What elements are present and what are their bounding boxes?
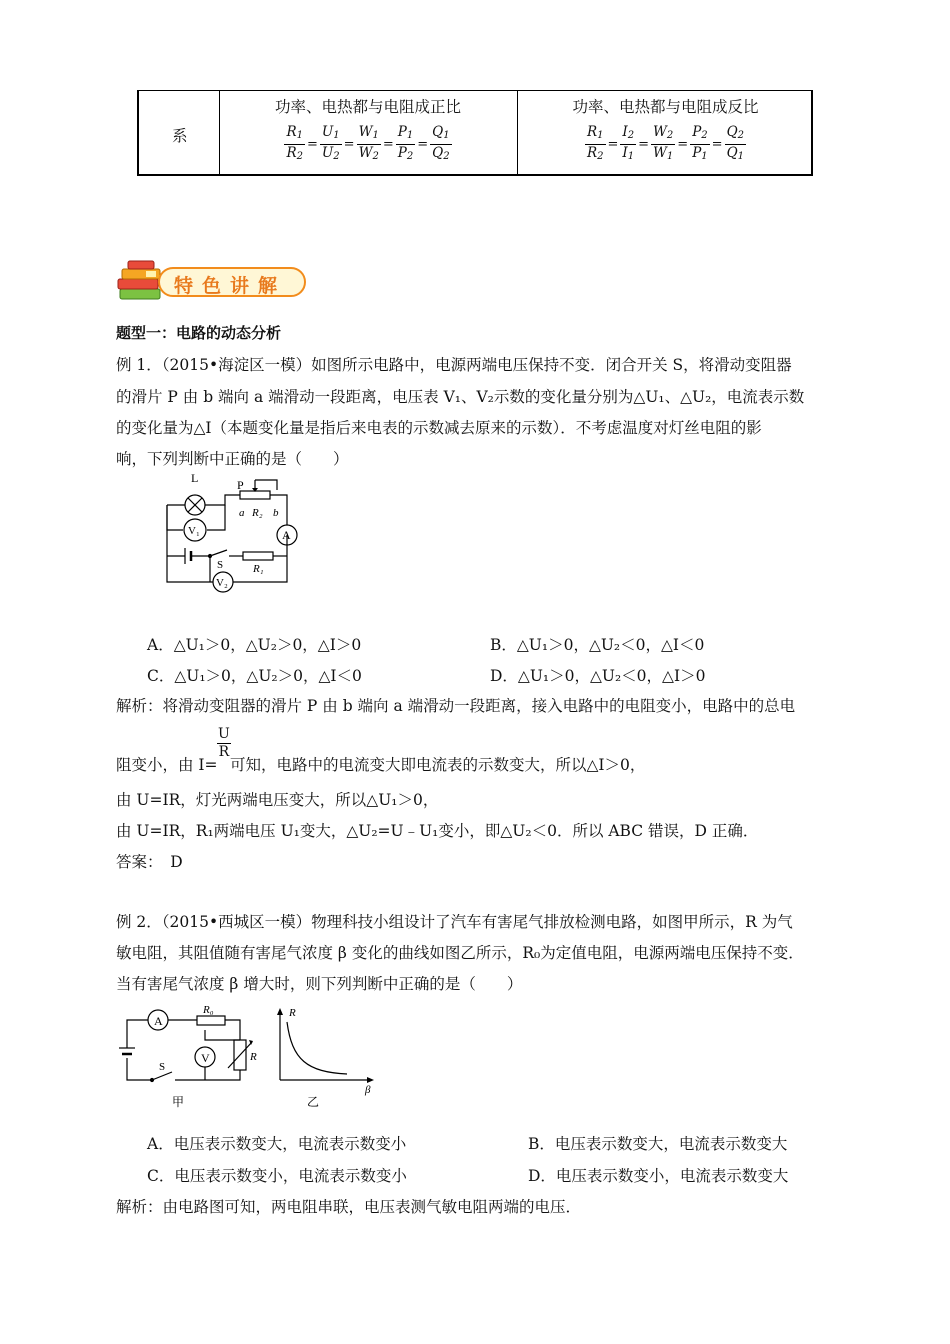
equals-sign: =	[677, 137, 689, 152]
table-row-label-cell	[139, 91, 220, 174]
gas-resistor-label: R	[250, 1051, 257, 1063]
ratio-numerator: $Q_1$	[430, 124, 451, 145]
ratio-denominator: $I_1$	[622, 145, 635, 162]
equals-sign: =	[417, 137, 429, 152]
ratio-denominator: $R_2$	[586, 145, 604, 162]
r0-label: R₀	[203, 1004, 214, 1016]
ratio-fraction	[320, 124, 342, 165]
series-cell	[219, 91, 518, 174]
example1-line-1: 例 1．（2015•海淀区一模）如图所示电路中，电源两端电压保持不变．闭合开关 S，将滑动变阻器	[116, 356, 792, 374]
example1-analysis-2a: 阻变小，由 I=	[116, 756, 218, 774]
section-title: 题型一：电路的动态分析	[116, 324, 282, 342]
series-caption: 功率、电热都与电阻成正比	[274, 98, 461, 116]
ratio-fraction	[585, 124, 606, 165]
example1-line-4: 响，下列判断中正确的是（ ）	[116, 450, 349, 468]
equals-sign: =	[607, 137, 619, 152]
ratio-fraction	[430, 124, 451, 165]
example2-option-d: D．电压表示数变小，电流表示数变大	[528, 1167, 789, 1185]
ratio-numerator: $P_2$	[690, 124, 709, 145]
ratio-fraction	[690, 124, 709, 165]
series-formula	[219, 124, 517, 165]
slider-label: P	[237, 478, 244, 492]
example1-analysis-2b: 可知，电路中的电流变大即电流表的示数变大，所以△I＞0，	[230, 756, 646, 774]
ratio-denominator: $U_2$	[321, 145, 340, 162]
parallel-formula	[518, 124, 813, 165]
example1-option-c: C．△U₁＞0，△U₂＞0，△I＜0	[147, 667, 362, 685]
example2-analysis: 解析：由电路图可知，两电阻串联，电压表测气敏电阻两端的电压．	[116, 1198, 582, 1216]
terminal-b-label: b	[273, 507, 279, 519]
r1-label: R₁	[253, 563, 264, 575]
example1-option-a: A．△U₁＞0，△U₂＞0，△I＞0	[147, 636, 362, 654]
graph-y-axis-label: R	[289, 1007, 296, 1019]
ratio-numerator: $P_1$	[396, 124, 415, 145]
example2-line-1: 例 2．（2015•西城区一模）物理科技小组设计了汽车有害尾气排放检测电路，如图甲所示，R 为气	[116, 913, 793, 931]
ratio-denominator: $R_2$	[286, 145, 303, 162]
ratio-fraction	[725, 124, 746, 165]
comparison-table	[137, 90, 813, 176]
example1-option-b: B．△U₁＞0，△U₂＜0，△I＜0	[490, 636, 705, 654]
graph-x-axis-label: β	[365, 1084, 371, 1096]
voltmeter-v1-label: V₁	[188, 525, 200, 537]
example1-analysis-4: 由 U=IR，R₁两端电压 U₁变大，△U₂=U﹣U₁变小，即△U₂＜0．所以 ABC 错误，D 正确．	[116, 822, 759, 840]
ratio-fraction	[396, 124, 415, 165]
circuit-diagram-2	[112, 1000, 382, 1115]
ratio-denominator: $W_2$	[358, 145, 379, 162]
table-row-label: 系	[172, 127, 188, 145]
example1-line-2: 的滑片 P 由 b 端向 a 端滑动一段距离，电压表 V₁、V₂示数的变化量分别为△U₁、△U₂，电流表示数	[116, 388, 805, 406]
ratio-denominator: $Q_2$	[432, 145, 450, 162]
ammeter-label: A	[154, 1014, 163, 1028]
example2-line-2: 敏电阻，其阻值随有害尾气浓度 β 变化的曲线如图乙所示，R₀为定值电阻，电源两端电压保持不变．	[116, 944, 804, 962]
example1-line-3: 的变化量为△I（本题变化量是指后来电表的示数减去原来的示数）．不考虑温度对灯丝电阻的影	[116, 419, 762, 437]
banner-title: 特色讲解	[174, 275, 287, 297]
example1-analysis-1: 解析：将滑动变阻器的滑片 P 由 b 端向 a 端滑动一段距离，接入电路中的电阻变小，电路中的总电	[116, 697, 796, 715]
fraction-numerator: U	[218, 726, 230, 742]
example2-option-c: C．电压表示数变小，电流表示数变小	[147, 1167, 407, 1185]
example2-line-3: 当有害尾气浓度 β 增大时，则下列判断中正确的是（ ）	[116, 975, 523, 993]
ratio-fraction	[651, 124, 675, 165]
ratio-denominator: $P_1$	[692, 145, 708, 162]
example1-option-d: D．△U₁＞0，△U₂＜0，△I＞0	[490, 667, 706, 685]
example1-analysis-3: 由 U=IR，灯光两端电压变大，所以△U₁＞0，	[116, 791, 439, 809]
fraction-denominator: R	[218, 744, 230, 760]
equals-sign: =	[306, 137, 318, 152]
ratio-numerator: $W_1$	[357, 124, 381, 145]
ratio-numerator: $R_1$	[585, 124, 606, 145]
figure-jia-label: 甲	[172, 1095, 185, 1109]
ratio-numerator: $I_2$	[620, 124, 636, 145]
ammeter-label: A	[282, 528, 291, 542]
example2-option-b: B．电压表示数变大，电流表示数变大	[528, 1135, 788, 1153]
ratio-numerator: $Q_2$	[725, 124, 746, 145]
lamp-label: L	[191, 471, 199, 485]
terminal-a-label: a	[239, 507, 245, 519]
ratio-denominator: $P_2$	[397, 145, 414, 162]
voltmeter-v2-label: V₂	[216, 577, 228, 589]
example1-answer: 答案： D	[116, 853, 183, 871]
figure-yi-label: 乙	[307, 1095, 320, 1109]
parallel-caption: 功率、电热都与电阻成反比	[572, 98, 759, 116]
parallel-cell	[518, 91, 813, 174]
ratio-denominator: $Q_1$	[726, 145, 745, 162]
ratio-denominator: $W_1$	[653, 145, 674, 162]
ratio-fraction	[357, 124, 381, 165]
ratio-fraction	[284, 124, 305, 165]
equals-sign: =	[711, 137, 723, 152]
switch-label: S	[217, 559, 224, 571]
ratio-numerator: $W_2$	[651, 124, 675, 145]
r2-label: R₂	[252, 507, 263, 519]
feature-banner	[116, 259, 311, 307]
example2-option-a: A．电压表示数变大，电流表示数变小	[147, 1135, 407, 1153]
ratio-fraction	[620, 124, 636, 165]
circuit-diagram-1	[155, 470, 305, 600]
ohm-fraction	[217, 726, 231, 761]
equals-sign: =	[638, 137, 650, 152]
ratio-numerator: $R_1$	[284, 124, 305, 145]
voltmeter-label: V	[201, 1051, 210, 1065]
equals-sign: =	[382, 137, 394, 152]
ratio-numerator: $U_1$	[320, 124, 342, 145]
switch-label: S	[159, 1061, 166, 1073]
equals-sign: =	[343, 137, 355, 152]
